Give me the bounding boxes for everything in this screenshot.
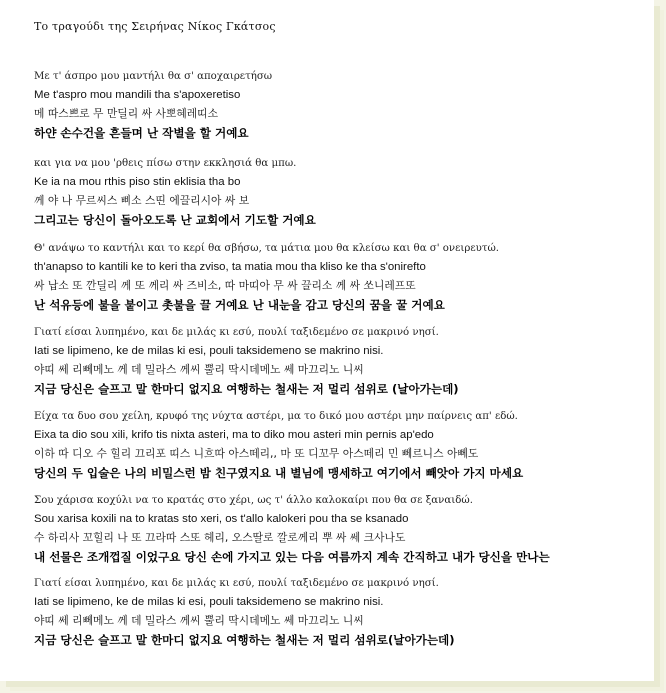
korean-phonetic-line: 이하 따 디오 수 힐리 끄리포 띠스 니흐따 아스떼리,, 마 또 디꼬무 아스떼리 민 뻬르니스 아뻬도 bbox=[34, 447, 479, 460]
korean-translation-line: 지금 당신은 슬프고 말 한마디 없지요 여행하는 철새는 저 멀리 섬위로(날아가는데) bbox=[34, 633, 455, 647]
stanza-1 bbox=[34, 68, 650, 143]
greek-line: και για να μου 'ρθεις πίσω στην εκκλησιά θα μπω. bbox=[34, 158, 297, 169]
korean-translation-line: 그리고는 당신이 돌아오도록 난 교회에서 기도할 거예요 bbox=[34, 213, 316, 227]
greek-line: Γιατί είσαι λυπημένο, και δε μιλάς κι εσύ, πουλί ταξιδεμένο σε μακρινό νησί. bbox=[34, 327, 439, 338]
korean-phonetic-line: 수 하리사 꼬힐리 나 또 끄라따 스또 헤리, 오스딸로 깔로께리 뿌 싸 쎄 크사나도 bbox=[34, 531, 406, 544]
latin-line: Eixa ta dio sou xili, krifo tis nixta asteri, ma to diko mou asteri min pernis ap'edo bbox=[34, 429, 434, 441]
greek-line: Γιατί είσαι λυπημένο, και δε μιλάς κι εσύ, πουλί ταξιδεμένο σε μακρινό νησί. bbox=[34, 578, 439, 589]
greek-line: Σου χάρισα κοχύλι να το κρατάς στο χέρι, ως τ' άλλο καλοκαίρι που θα σε ξαναιδώ. bbox=[34, 495, 473, 506]
korean-phonetic-line: 메 따스쁘로 무 만딜리 싸 사뽀혜레띠소 bbox=[34, 107, 219, 120]
stanza-7 bbox=[34, 575, 650, 650]
korean-phonetic-line: 싸 납소 또 깐딜리 께 또 께리 싸 즈비소, 따 마띠아 무 싸 끌리소 께 싸 쏘니레프또 bbox=[34, 279, 416, 292]
stanza-4 bbox=[34, 324, 650, 399]
greek-line: Με τ' άσπρο μου μαντήλι θα σ' αποχαιρετήσω bbox=[34, 71, 273, 82]
stanza-6 bbox=[34, 492, 650, 567]
greek-line: Είχα τα δυο σου χείλη, κρυφό της νύχτα αστέρι, μα το δικό μου αστέρι μην παίρνεις απ' εδώ. bbox=[34, 411, 518, 422]
latin-line: th'anapso to kantili ke to keri tha zviso, ta matia mou tha kliso ke tha s'onirefto bbox=[34, 261, 426, 273]
latin-line: Sou xarisa koxili na to kratas sto xeri, os t'allo kalokeri pou tha se ksanado bbox=[34, 513, 409, 525]
latin-line: Me t'aspro mou mandili tha s'apoxeretiso bbox=[34, 89, 241, 101]
korean-translation-line: 지금 당신은 슬프고 말 한마디 없지요 여행하는 철새는 저 멀리 섬위로 (날아가는데) bbox=[34, 382, 459, 396]
korean-phonetic-line: 야띠 쎄 리뻬메노 께 데 밀라스 께씨 뿔리 딱시데메노 쎄 마끄리노 니씨 bbox=[34, 363, 364, 376]
korean-phonetic-line: 께 야 나 무르씨스 삐소 스띤 에끌리시아 싸 보 bbox=[34, 194, 250, 207]
latin-line: Ke ia na mou rthis piso stin eklisia tha bo bbox=[34, 176, 241, 188]
stanza-3 bbox=[34, 240, 650, 315]
korean-translation-line: 당신의 두 입술은 나의 비밀스런 밤 친구였지요 내 별님에 맹세하고 여기에서 빼앗아 가지 마세요 bbox=[34, 466, 524, 480]
greek-line: Θ' ανάψω το καντήλι και το κερί θα σβήσω, τα μάτια μου θα κλείσω και θα σ' ονειρευτώ. bbox=[34, 243, 500, 254]
korean-translation-line: 하얀 손수건을 흔들며 난 작별을 할 거예요 bbox=[34, 126, 249, 140]
latin-line: Iati se lipimeno, ke de milas ki esi, pouli taksidemeno se makrino nisi. bbox=[34, 596, 384, 608]
stanza-2 bbox=[34, 155, 650, 230]
korean-phonetic-line: 야띠 쎄 리뻬메노 께 데 밀라스 께씨 뿔리 딱시데메노 쎄 마끄리노 니씨 bbox=[34, 614, 364, 627]
latin-line: Iati se lipimeno, ke de milas ki esi, pouli taksidemeno se makrino nisi. bbox=[34, 345, 384, 357]
poem-title: Το τραγούδι της Σειρήνας Νίκος Γκάτσος bbox=[34, 20, 276, 33]
korean-translation-line: 내 선물은 조개껍질 이었구요 당신 손에 가지고 있는 다음 여름까지 계속 간직하고 내가 당신을 만나는 bbox=[34, 550, 550, 564]
korean-translation-line: 난 석유등에 불을 붙이고 촛불을 끌 거예요 난 내눈을 감고 당신의 꿈을 꿀 거예요 bbox=[34, 298, 445, 312]
stanza-5 bbox=[34, 408, 650, 483]
